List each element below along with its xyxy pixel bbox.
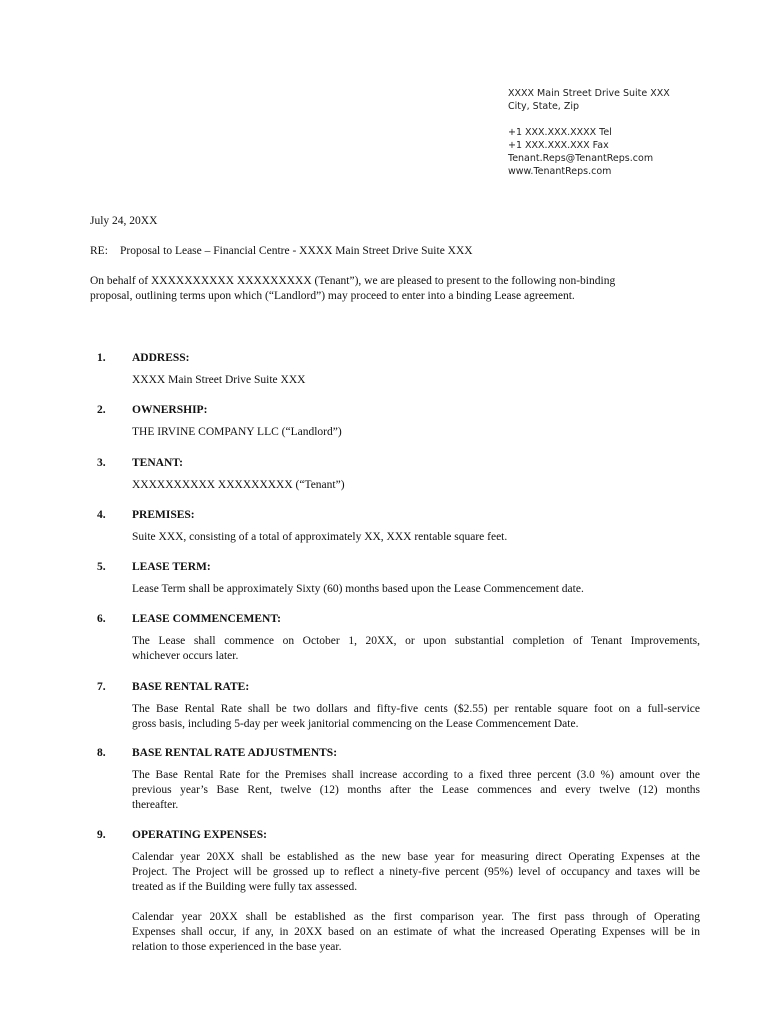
section-body [132, 373, 700, 388]
section-body-line: Lease Term shall be approximately Sixty (60) months based upon the Lease Commencement date. [132, 583, 584, 595]
section-number: 7. [97, 681, 106, 693]
section-heading: OPERATING EXPENSES: [132, 829, 267, 841]
section-body-line: Expenses shall occur, if any, in 20XX based on an estimate of what the increased Operating Expenses will be in [132, 926, 700, 938]
section-body-line: whichever occurs later. [132, 650, 239, 662]
sender-fax: +1 XXX.XXX.XXX Fax [508, 140, 609, 151]
section-body-line: XXXX Main Street Drive Suite XXX [132, 374, 306, 386]
section-heading: LEASE COMMENCEMENT: [132, 613, 281, 625]
subject-line [90, 244, 473, 259]
sender-tel: +1 XXX.XXX.XXXX Tel [508, 127, 612, 138]
section-heading: ADDRESS: [132, 352, 190, 364]
section-body [132, 634, 700, 664]
section-number: 4. [97, 509, 106, 521]
section-body-line: gross basis, including 5-day per week janitorial commencing on the Lease Commencement Date. [132, 718, 579, 730]
section-number: 5. [97, 561, 106, 573]
section-body [132, 530, 700, 545]
section-body-second-paragraph [132, 910, 700, 955]
intro-paragraph [90, 274, 702, 304]
section-body-line: Calendar year 20XX shall be established as the first comparison year. The first pass through of Operating [132, 911, 700, 923]
section-body-line: thereafter. [132, 799, 179, 811]
section-number: 3. [97, 457, 106, 469]
intro-line: proposal, outlining terms upon which (“Landlord”) may proceed to enter into a binding Lease agreement. [90, 290, 575, 302]
sender-website: www.TenantReps.com [508, 166, 612, 177]
sender-email: Tenant.Reps@TenantReps.com [508, 153, 654, 164]
section-body-line: treated as if the Building were fully tax assessed. [132, 881, 358, 893]
section-body-line: relation to those experienced in the base year. [132, 941, 342, 953]
section-heading: TENANT: [132, 457, 183, 469]
section-body [132, 425, 700, 440]
section-body-line: The Lease shall commence on October 1, 20XX, or upon substantial completion of Tenant Improvements, [132, 635, 700, 647]
section-body [132, 768, 700, 813]
section-heading: BASE RENTAL RATE: [132, 681, 250, 693]
section-body-line: Suite XXX, consisting of a total of approximately XX, XXX rentable square feet. [132, 531, 508, 543]
section-body [132, 582, 700, 597]
section-body-line: THE IRVINE COMPANY LLC (“Landlord”) [132, 426, 342, 438]
section-body-line: Calendar year 20XX shall be established as the new base year for measuring direct Operating Expenses at the [132, 851, 700, 863]
section-number: 6. [97, 613, 106, 625]
sender-address-line1: XXXX Main Street Drive Suite XXX [508, 88, 670, 99]
section-number: 8. [97, 747, 106, 759]
section-body [132, 702, 700, 732]
letter-date: July 24, 20XX [90, 215, 158, 227]
section-body-line: The Base Rental Rate for the Premises shall increase according to a fixed three percent (3.0 %) amount over the [132, 769, 700, 781]
section-number: 9. [97, 829, 106, 841]
section-body [132, 850, 700, 895]
section-body-line: Project. The Project will be grossed up to reflect a ninety-five percent (95%) level of occupancy and taxes will be [132, 866, 700, 878]
section-body-line: previous year’s Base Rent, twelve (12) months after the Lease commences and every twelve (12) months [132, 784, 700, 796]
section-body-line: XXXXXXXXXX XXXXXXXXX (“Tenant”) [132, 479, 345, 491]
subject-text: Proposal to Lease – Financial Centre - XXXX Main Street Drive Suite XXX [120, 245, 473, 257]
section-number: 1. [97, 352, 106, 364]
section-heading: BASE RENTAL RATE ADJUSTMENTS: [132, 747, 338, 759]
subject-label: RE: [90, 245, 108, 257]
sender-contact-block [508, 87, 748, 178]
section-number: 2. [97, 404, 106, 416]
section-body-line: The Base Rental Rate shall be two dollars and fifty-five cents ($2.55) per rentable square foot on a full-service [132, 703, 700, 715]
section-heading: PREMISES: [132, 509, 195, 521]
section-heading: OWNERSHIP: [132, 404, 208, 416]
intro-line: On behalf of XXXXXXXXXX XXXXXXXXX (Tenant”), we are pleased to present to the following non-binding [90, 275, 616, 287]
section-heading: LEASE TERM: [132, 561, 211, 573]
section-body [132, 478, 700, 493]
sender-address-line2: City, State, Zip [508, 101, 580, 112]
